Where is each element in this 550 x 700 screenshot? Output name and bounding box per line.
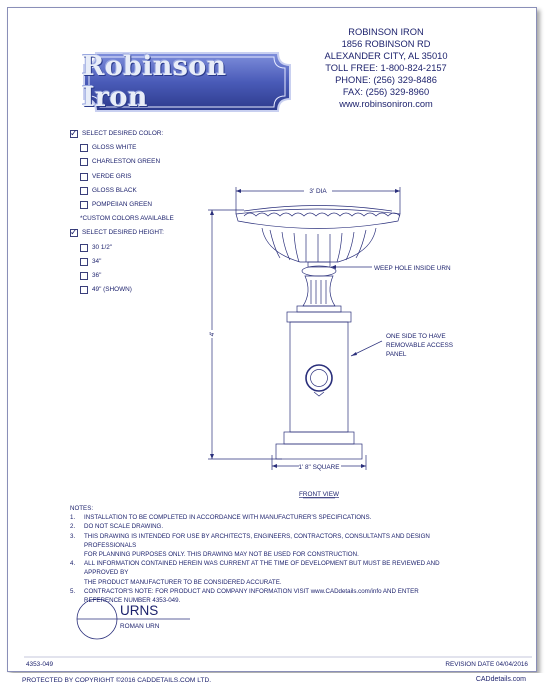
pedestal-body [290,322,348,432]
height-option-label: 36" [92,271,102,279]
note-item: 2. DO NOT SCALE DRAWING. [70,523,164,531]
note-item: 5. CONTRACTOR'S NOTE: FOR PRODUCT AND COMPANY INFORMATION VISIT www.CADdetails.com/info AND ENTER [70,587,419,595]
urn-foot [297,306,341,312]
urn-stem-flutes [311,280,326,304]
note-item: 1. INSTALLATION TO BE COMPLETED IN ACCORDANCE WITH MANUFACTURER'S SPECIFICATIONS. [70,514,372,522]
logo-text: Robinson Iron [82,51,227,113]
wreath-ribbon [314,392,324,396]
company-fax: FAX: (256) 329-8960 [342,87,430,97]
urn-stem [303,276,335,306]
notes-header: NOTES: [70,505,94,512]
height-dimension-label: 4' [209,331,216,337]
company-phone: PHONE: (256) 329-8486 [335,75,437,85]
color-option-label: VERDE GRIS [92,172,132,180]
company-website[interactable]: www.robinsoniron.com [339,99,433,109]
height-option-label: 30 1/2" [92,243,113,251]
urn-rim-scallops [244,213,400,216]
note-item: 4. ALL INFORMATION CONTAINED HEREIN WAS CURRENT AT THE TIME OF DEVELOPMENT BUT MUST BE REVIEWED AND APPROVED BY [70,560,440,577]
pedestal-cap [287,312,351,322]
notes-section [70,504,470,605]
custom-colors-note: *CUSTOM COLORS AVAILABLE [80,215,174,223]
note-item: THE PRODUCT MANUFACTURER TO BE CONSIDERED ACCURATE. [84,578,282,586]
caddetails-brand[interactable]: CADdetails.com [475,676,526,683]
height-option-label: 34" [92,257,102,265]
pedestal-plinth [284,432,354,444]
base-dimension-label: 1' 8" SQUARE [298,464,340,471]
top-dimension-label: 3' DIA [309,188,327,195]
pedestal-base [276,444,362,459]
urn-rim-detail [244,206,392,212]
weep-hole-callout: WEEP HOLE INSIDE URN [374,265,451,272]
color-option-label: GLOSS WHITE [92,144,137,152]
footer [0,673,550,700]
note-item: 3. THIS DRAWING IS INTENDED FOR USE BY ARCHITECTS, ENGINEERS, CONTRACTORS, CONSULTANTS AND DESIGN PROFESSIONALS [70,532,430,549]
callout-arrows [331,265,357,356]
height-header: SELECT DESIRED HEIGHT: [82,229,164,237]
access-panel-callout-1: ONE SIDE TO HAVE [386,333,446,340]
drawing-subtitle: ROMAN URN [120,623,160,630]
company-tollfree: TOLL FREE: 1-800-824-2157 [325,63,447,73]
drawing-title: URNS [120,603,159,618]
note-item: REFERENCE NUMBER 4353-049. [84,597,181,605]
color-header: SELECT DESIRED COLOR: [82,130,164,137]
urn-knop [302,266,336,276]
color-option-label: CHARLESTON GREEN [92,158,161,166]
urn-rim [236,209,400,229]
color-option-label: GLOSS BLACK [92,186,137,194]
color-option-label: POMPEIIAN GREEN [92,200,153,208]
company-city: ALEXANDER CITY, AL 35010 [324,51,448,61]
wreath-ornament [306,365,332,391]
access-panel-callout-3: PANEL [386,351,407,358]
company-name: ROBINSON IRON [348,27,424,37]
front-view-label: FRONT VIEW [298,491,340,498]
revision-date: REVISION DATE 04/04/2016 [445,661,528,668]
copyright-notice: PROTECTED BY COPYRIGHT ©2016 CADDETAILS.COM LTD. [22,677,212,684]
note-item: FOR PLANNING PURPOSES ONLY. THIS DRAWING MAY NOT BE USED FOR CONSTRUCTION. [84,551,359,559]
access-panel-callout-2: REMOVABLE ACCESS [386,342,454,349]
reference-number: 4353-049 [26,661,54,668]
company-address: 1856 ROBINSON RD [341,39,431,49]
height-option-label: 49" (SHOWN) [92,286,132,294]
wreath-inner [311,370,328,387]
